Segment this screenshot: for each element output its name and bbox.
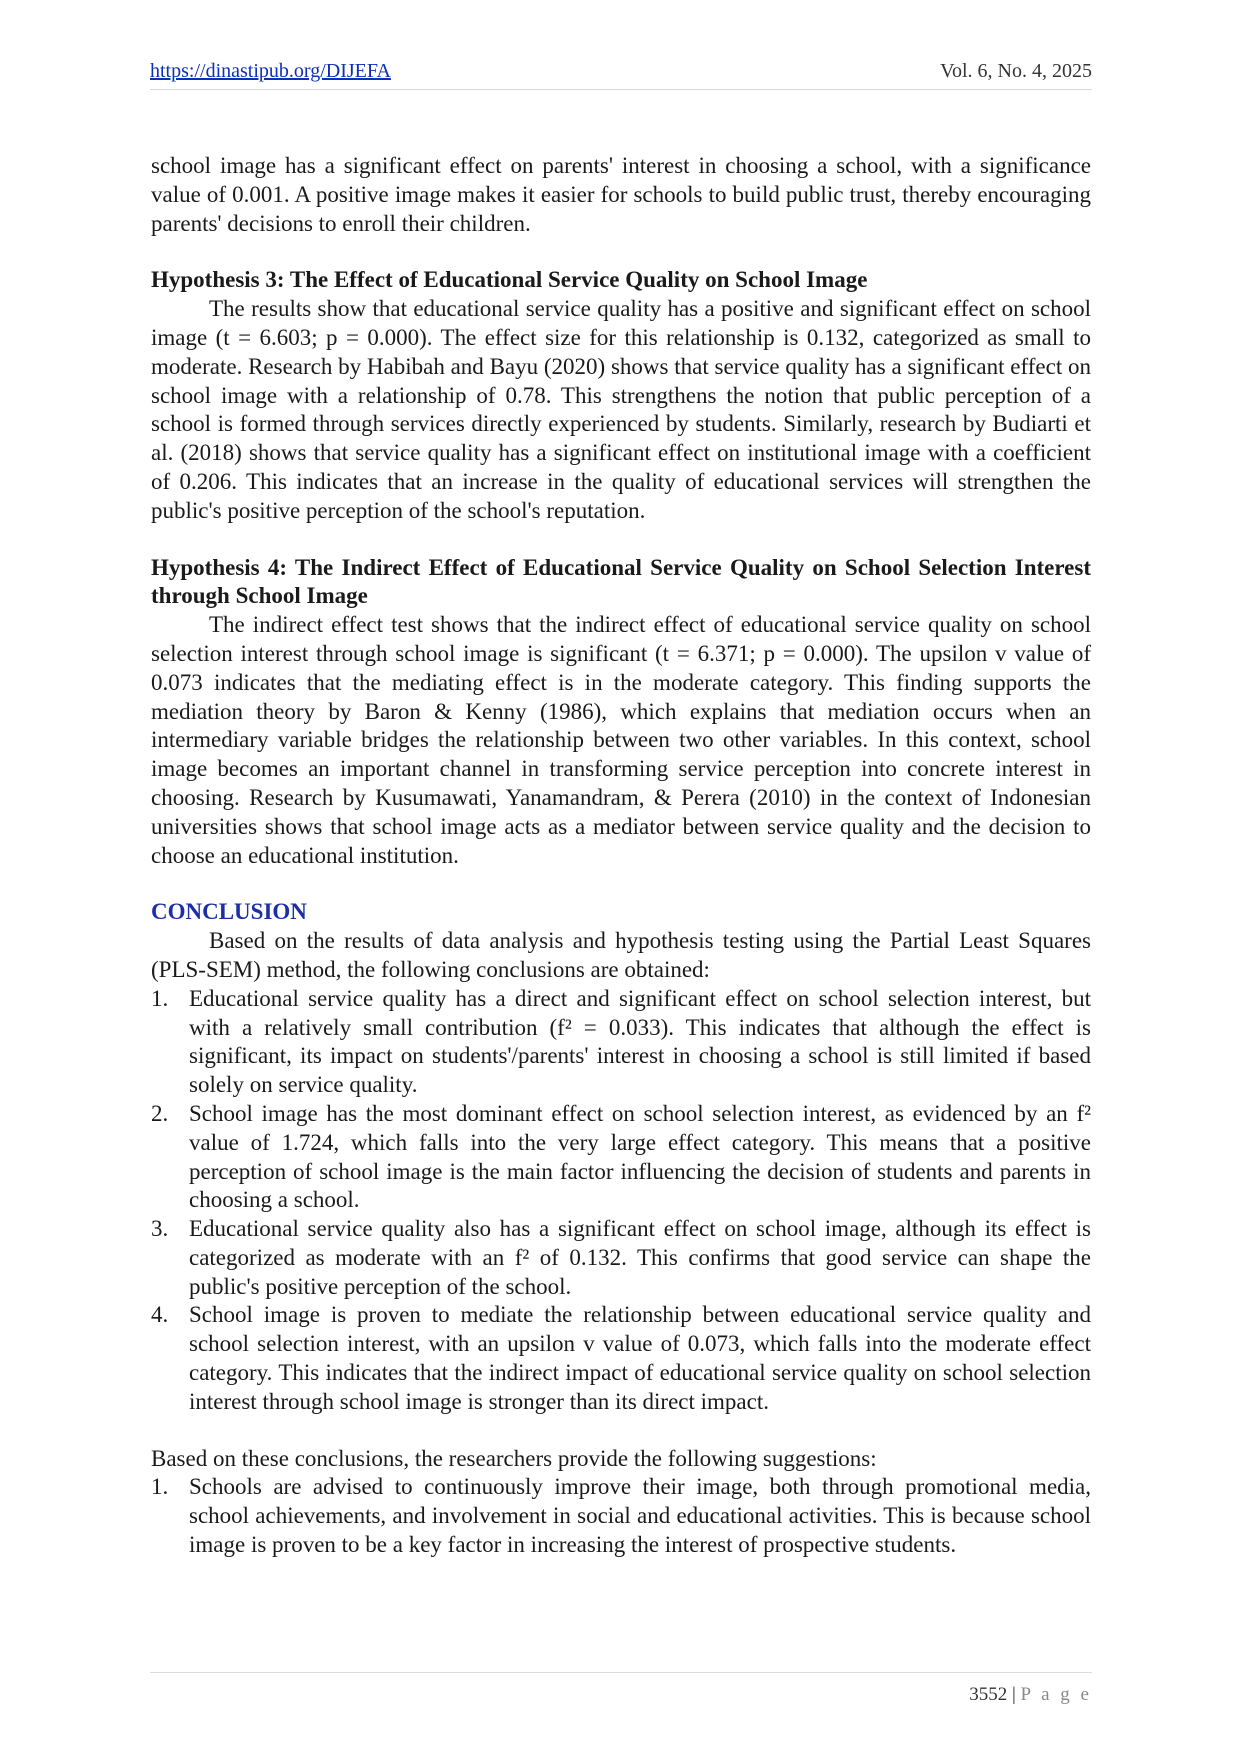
- footer-separator: |: [1011, 1684, 1016, 1705]
- page-label: P a g e: [1020, 1684, 1092, 1705]
- page-footer: [969, 1684, 1092, 1706]
- list-item: 4. School image is proven to mediate the relationship between educational service quality and school selection interest, with an upsilon v value of 0.073, which falls into the moderate effect category. This indicates that the indirect impact of educational service quality on school selection interest through school image is stronger than its direct impact.: [151, 1302, 1091, 1414]
- list-item: 3. Educational service quality also has a significant effect on school image, although its effect is categorized as moderate with an f² of 0.132. This confirms that good service can shape the public's positive perception of the school.: [151, 1216, 1091, 1299]
- list-item: 1. Schools are advised to continuously improve their image, both through promotional media, school achievements, and involvement in social and educational activities. This is because school image is proven to be a key factor in increasing the interest of prospective students.: [151, 1474, 1091, 1558]
- hypothesis-3-paragraph: The results show that educational service quality has a positive and significant effect on school image (t = 6.603; p = 0.000). The effect size for this relationship is 0.132, categorized as small to moderate. Research by Habibah and Bayu (2020) shows that service quality has a significant effect on school image with a relationship of 0.78. This strengthens the notion that public perception of a school is formed through services directly experienced by students. Similarly, research by Budiarti et al. (2018) shows that service quality has a significant effect on institutional image with a coefficient of 0.206. This indicates that an increase in the quality of educational services will strengthen the public's positive perception of the school's reputation.: [151, 296, 1091, 523]
- conclusion-heading: CONCLUSION: [151, 899, 307, 925]
- list-item: 1. Educational service quality has a direct and significant effect on school selection interest, but with a relatively small contribution (f² = 0.033). This indicates that although the effect is significant, its impact on students'/parents' interest in choosing a school is still limited if based solely on service quality.: [151, 985, 1091, 1098]
- suggestions-list: [151, 1473, 1091, 1559]
- page-body: [151, 152, 1091, 1560]
- journal-url-link[interactable]: https://dinastipub.org/DIJEFA: [150, 60, 391, 82]
- page-number: 3552: [969, 1684, 1008, 1705]
- page-header: [150, 60, 1092, 90]
- hypothesis-3-heading: Hypothesis 3: The Effect of Educational Service Quality on School Image: [151, 267, 868, 293]
- conclusion-intro: Based on the results of data analysis and hypothesis testing using the Partial Least Squares (PLS-SEM) method, the following conclusions are obtained:: [151, 928, 1091, 982]
- hypothesis-4-paragraph: The indirect effect test shows that the indirect effect of educational service quality on school selection interest through school image is significant (t = 6.371; p = 0.000). The upsilon v value of 0.073 indicates that the mediating effect is in the moderate category. This finding supports the mediation theory by Baron & Kenny (1986), which explains that mediation occurs when an intermediary variable bridges the relationship between two other variables. In this context, school image becomes an important channel in transforming service perception into concrete interest in choosing. Research by Kusumawati, Yanamandram, & Perera (2010) in the context of Indonesian universities shows that school image acts as a mediator between service quality and the decision to choose an educational institution.: [151, 612, 1091, 868]
- suggestions-intro: Based on these conclusions, the researchers provide the following suggestions:: [151, 1445, 877, 1471]
- hypothesis-4-heading: Hypothesis 4: The Indirect Effect of Educational Service Quality on School Selection Interest through School Image: [151, 554, 1091, 609]
- footer-divider: [150, 1672, 1092, 1673]
- paragraph-continued: school image has a significant effect on parents' interest in choosing a school, with a significance value of 0.001. A positive image makes it easier for schools to build public trust, thereby encouraging parents' decisions to enroll their children.: [151, 153, 1091, 236]
- conclusion-list: [151, 985, 1091, 1417]
- list-item: 2. School image has the most dominant effect on school selection interest, as evidenced by an f² value of 1.724, which falls into the very large effect category. This means that a positive perception of school image is the main factor influencing the decision of students and parents in choosing a school.: [151, 1100, 1091, 1213]
- header-divider: [150, 89, 1092, 90]
- volume-info: Vol. 6, No. 4, 2025: [940, 60, 1092, 82]
